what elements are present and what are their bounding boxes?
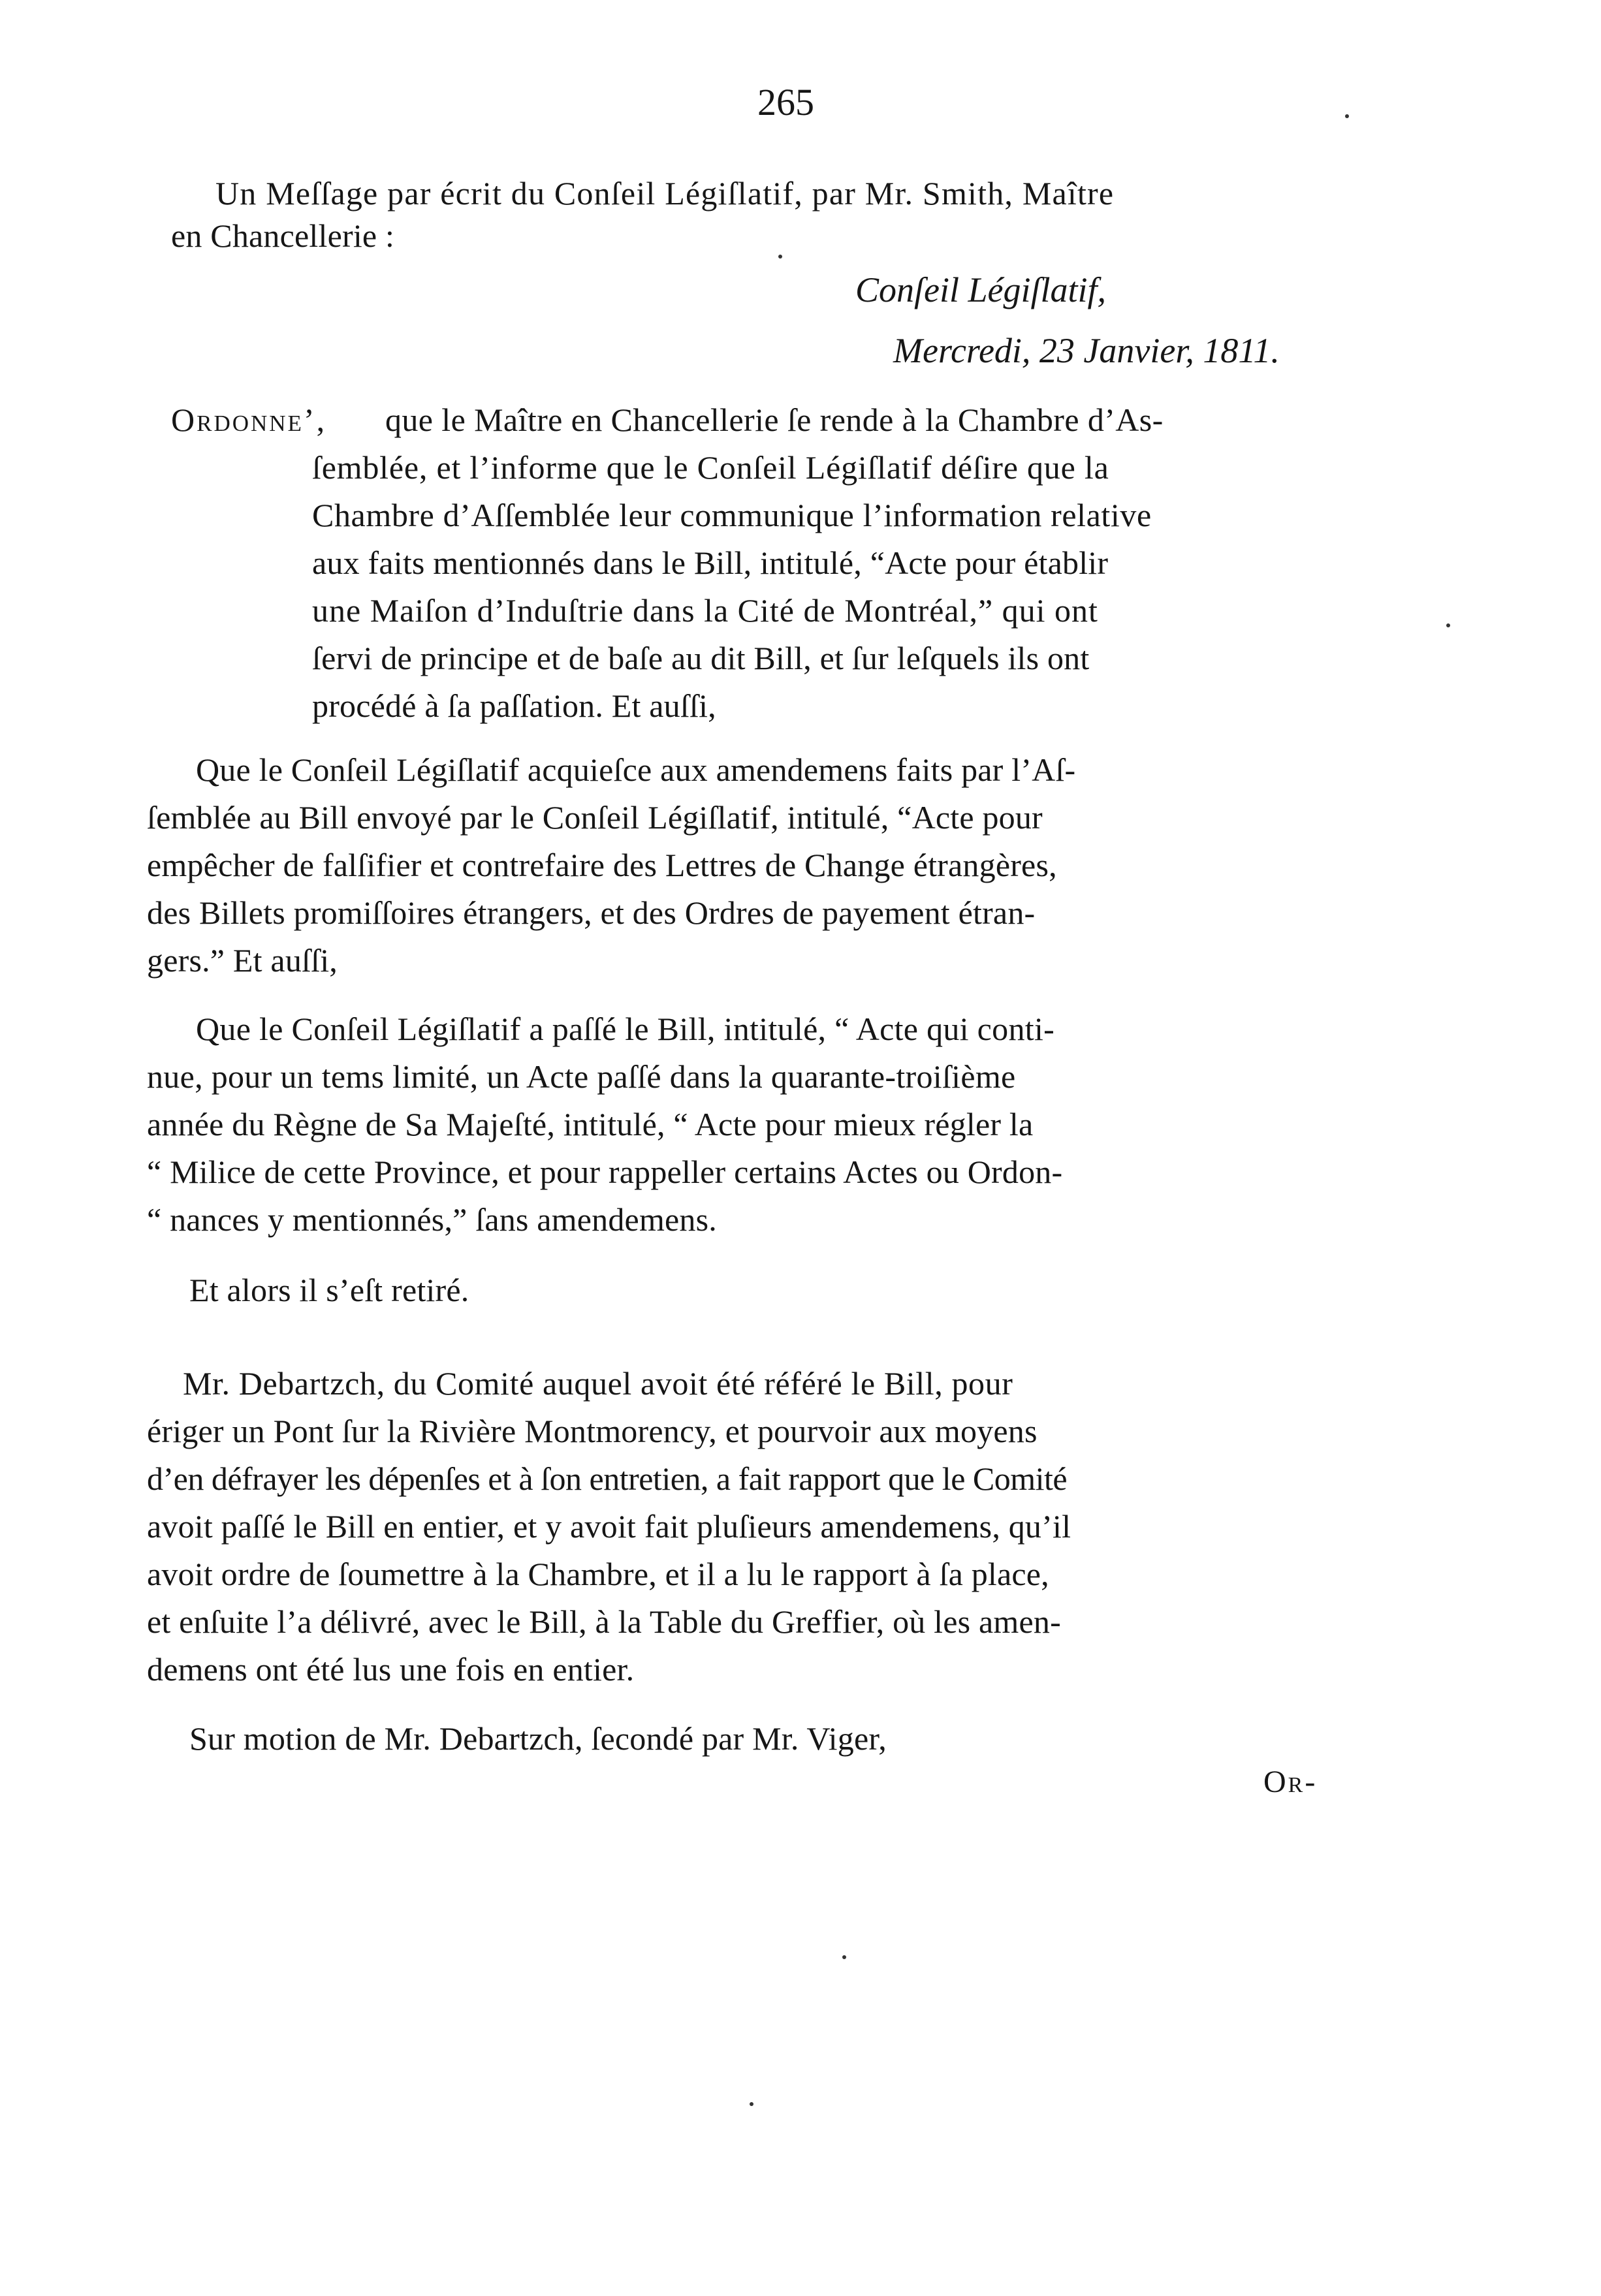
- scan-speck: [1446, 623, 1450, 627]
- text-line: Que le Conſeil Légiſlatif a paſſé le Bill, intitulé, “ Acte qui conti-: [196, 1011, 1055, 1047]
- scan-speck: [778, 255, 782, 259]
- text-line: Un Meſſage par écrit du Conſeil Légiſlatif, par Mr. Smith, Maître: [215, 175, 1115, 212]
- text-line: que le Maître en Chancellerie ſe rende à la Chambre d’As-: [385, 401, 1164, 438]
- text-line: une Maiſon d’Induſtrie dans la Cité de Montréal,” qui ont: [312, 592, 1098, 629]
- text-line: en Chancellerie :: [171, 217, 395, 254]
- text-line: des Billets promiſſoires étrangers, et des Ordres de payement étran-: [147, 894, 1036, 931]
- text-line: Chambre d’Aſſemblée leur communique l’information relative: [312, 497, 1152, 533]
- scan-speck: [750, 2102, 753, 2106]
- text-line: demens ont été lus une fois en entier.: [147, 1651, 635, 1688]
- page-number: 265: [757, 81, 814, 123]
- text-line: ſervi de principe et de baſe au dit Bill, et ſur leſquels ils ont: [312, 640, 1090, 676]
- text-line: ériger un Pont ſur la Rivière Montmorency, et pourvoir aux moyens: [147, 1413, 1038, 1449]
- text-line: ſemblée, et l’informe que le Conſeil Légiſlatif déſire que la: [312, 449, 1109, 486]
- text-line: gers.” Et auſſi,: [147, 942, 338, 979]
- scan-speck: [842, 1955, 846, 1959]
- text-line: Sur motion de Mr. Debartzch, ſecondé par Mr. Viger,: [189, 1720, 887, 1757]
- text-line: nue, pour un tems limité, un Acte paſſé dans la quarante-troiſième: [147, 1058, 1016, 1095]
- text-line: aux faits mentionnés dans le Bill, intitulé, “Acte pour établir: [312, 544, 1109, 581]
- text-line: Et alors il s’eſt retiré.: [189, 1272, 469, 1308]
- text-line: procédé à ſa paſſation. Et auſſi,: [312, 687, 716, 724]
- text-line: “ Milice de cette Province, et pour rappeller certains Actes ou Ordon-: [147, 1154, 1063, 1190]
- text-line: Que le Conſeil Légiſlatif acquieſce aux amendemens faits par l’Aſ-: [196, 751, 1076, 788]
- catchword: Or-: [1263, 1765, 1318, 1799]
- text-line: année du Règne de Sa Majeſté, intitulé, “ Acte pour mieux régler la: [147, 1106, 1034, 1142]
- text-line: “ nances y mentionnés,” ſans amendemens.: [147, 1201, 717, 1238]
- text-line: Mr. Debartzch, du Comité auquel avoit été référé le Bill, pour: [183, 1365, 1013, 1402]
- ordonne-lead: Ordonne’,: [171, 401, 327, 438]
- text-line: ſemblée au Bill envoyé par le Conſeil Légiſlatif, intitulé, “Acte pour: [147, 799, 1043, 836]
- scan-speck: [1345, 114, 1349, 118]
- heading-date: Mercredi, 23 Janvier, 1811.: [893, 331, 1280, 370]
- text-line: avoit ordre de ſoumettre à la Chambre, et il a lu le rapport à ſa place,: [147, 1556, 1049, 1592]
- text-line: avoit paſſé le Bill en entier, et y avoit fait pluſieurs amendemens, qu’il: [147, 1508, 1071, 1545]
- text-line: d’en défrayer les dépenſes et à ſon entretien, a fait rapport que le Comité: [147, 1460, 1068, 1497]
- text-line: empêcher de falſifier et contrefaire des Lettres de Change étrangères,: [147, 847, 1057, 883]
- heading-place: Conſeil Légiſlatif,: [855, 270, 1107, 309]
- text-line: et enſuite l’a délivré, avec le Bill, à la Table du Greffier, où les amen-: [147, 1603, 1061, 1640]
